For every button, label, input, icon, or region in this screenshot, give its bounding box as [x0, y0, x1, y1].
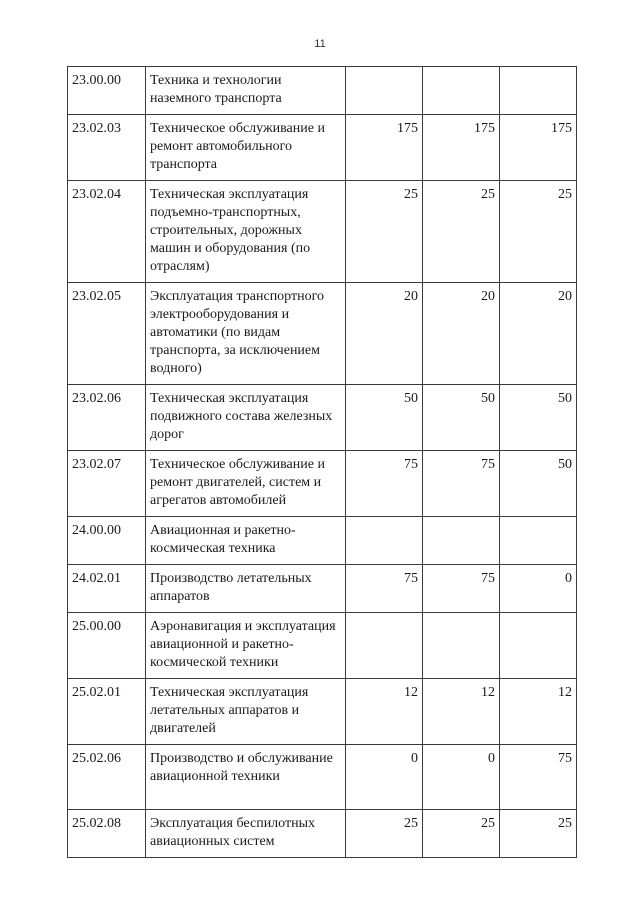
specialty-name: Производство и обслуживание авиационной техники: [146, 745, 346, 810]
specialty-code: 24.00.00: [68, 517, 146, 565]
value-cell-3: 20: [500, 283, 577, 385]
value-cell-1: [346, 613, 423, 679]
value-cell-2: 25: [423, 181, 500, 283]
table-row: [68, 679, 577, 745]
table-row: [68, 115, 577, 181]
specialty-code: 25.02.06: [68, 745, 146, 810]
specialty-name: Эксплуатация транспортного электрооборудования и автоматики (по видам транспорта, за исключением водного): [146, 283, 346, 385]
value-cell-1: 75: [346, 565, 423, 613]
specialty-code: 24.02.01: [68, 565, 146, 613]
table-row: [68, 451, 577, 517]
specialty-code: 23.02.03: [68, 115, 146, 181]
value-cell-1: [346, 67, 423, 115]
value-cell-2: 175: [423, 115, 500, 181]
specialty-name: Авиационная и ракетно-космическая техника: [146, 517, 346, 565]
specialty-name: Техническая эксплуатация летательных аппаратов и двигателей: [146, 679, 346, 745]
value-cell-2: 0: [423, 745, 500, 810]
specialty-code: 23.02.04: [68, 181, 146, 283]
specialty-code: 25.00.00: [68, 613, 146, 679]
table-row: [68, 67, 577, 115]
specialty-code: 25.02.08: [68, 810, 146, 858]
value-cell-1: 50: [346, 385, 423, 451]
table-row: [68, 565, 577, 613]
value-cell-3: 12: [500, 679, 577, 745]
specialty-code: 23.02.06: [68, 385, 146, 451]
specialty-name: Производство летательных аппаратов: [146, 565, 346, 613]
specialty-code: 23.02.05: [68, 283, 146, 385]
table-row: [68, 283, 577, 385]
value-cell-1: 25: [346, 181, 423, 283]
value-cell-3: [500, 67, 577, 115]
table-row: [68, 613, 577, 679]
specialty-code: 23.00.00: [68, 67, 146, 115]
value-cell-3: 25: [500, 181, 577, 283]
value-cell-1: 0: [346, 745, 423, 810]
value-cell-2: [423, 67, 500, 115]
value-cell-1: 20: [346, 283, 423, 385]
specialty-name: Техника и технологии наземного транспорта: [146, 67, 346, 115]
value-cell-3: 175: [500, 115, 577, 181]
table-row: [68, 810, 577, 858]
specialty-code: 23.02.07: [68, 451, 146, 517]
specialty-name: Аэронавигация и эксплуатация авиационной и ракетно-космической техники: [146, 613, 346, 679]
specialty-name: Эксплуатация беспилотных авиационных систем: [146, 810, 346, 858]
value-cell-1: 175: [346, 115, 423, 181]
specialty-name: Техническое обслуживание и ремонт автомобильного транспорта: [146, 115, 346, 181]
value-cell-2: 12: [423, 679, 500, 745]
table-body: [68, 67, 577, 858]
value-cell-3: 0: [500, 565, 577, 613]
value-cell-3: [500, 613, 577, 679]
table-row: [68, 181, 577, 283]
specialty-name: Техническое обслуживание и ремонт двигателей, систем и агрегатов автомобилей: [146, 451, 346, 517]
table-row: [68, 517, 577, 565]
specialty-code: 25.02.01: [68, 679, 146, 745]
value-cell-2: [423, 517, 500, 565]
value-cell-3: 25: [500, 810, 577, 858]
value-cell-2: 75: [423, 565, 500, 613]
specialty-name: Техническая эксплуатация подъемно-транспортных, строительных, дорожных машин и оборудования (по отраслям): [146, 181, 346, 283]
value-cell-2: 25: [423, 810, 500, 858]
value-cell-2: [423, 613, 500, 679]
table-row: [68, 745, 577, 810]
specialty-name: Техническая эксплуатация подвижного состава железных дорог: [146, 385, 346, 451]
value-cell-3: 50: [500, 451, 577, 517]
page-number: 11: [314, 38, 326, 50]
value-cell-2: 75: [423, 451, 500, 517]
value-cell-2: 20: [423, 283, 500, 385]
value-cell-1: [346, 517, 423, 565]
value-cell-1: 12: [346, 679, 423, 745]
value-cell-3: 75: [500, 745, 577, 810]
value-cell-2: 50: [423, 385, 500, 451]
value-cell-3: [500, 517, 577, 565]
value-cell-1: 25: [346, 810, 423, 858]
specialties-table: [67, 66, 577, 858]
table-row: [68, 385, 577, 451]
value-cell-3: 50: [500, 385, 577, 451]
value-cell-1: 75: [346, 451, 423, 517]
